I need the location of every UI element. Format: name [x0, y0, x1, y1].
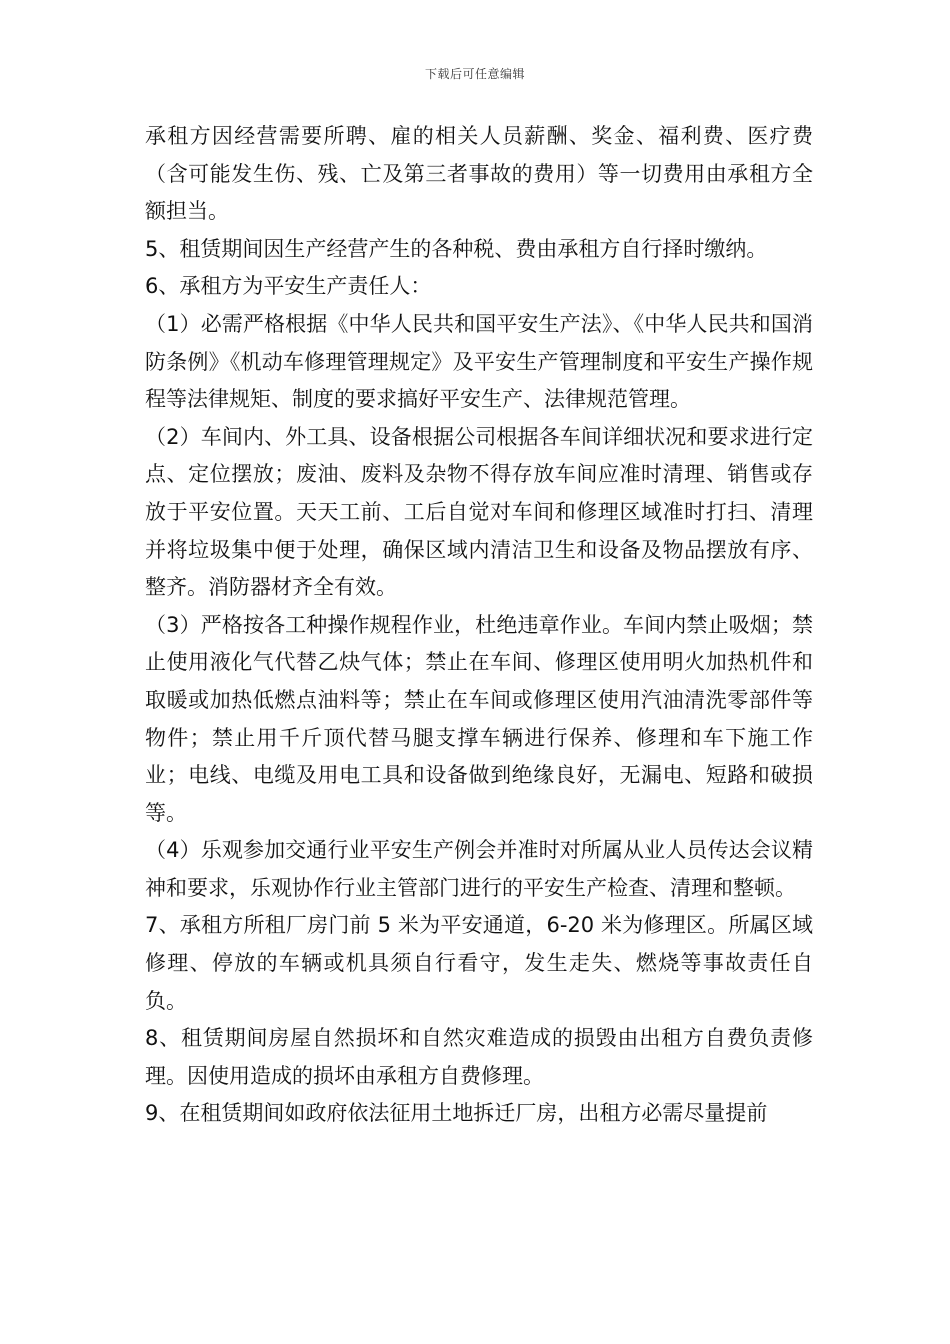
paragraph-sub-1: （1）必需严格根据《中华人民共和国平安生产法》、《中华人民共和国消防条例》《机动车修理管理规定》及平安生产管理制度和平安生产操作规程等法律规矩、制度的要求搞好平安生产、法律规范管理。: [145, 311, 813, 412]
document-body: [145, 118, 813, 1133]
header-note: 下载后可任意编辑: [424, 67, 525, 81]
paragraph-item-8: 8、租赁期间房屋自然损坏和自然灾难造成的损毁由出租方自费负责修理。因使用造成的损坏由承租方自费修理。: [145, 1026, 813, 1088]
paragraph-sub-3: （3）严格按各工种操作规程作业，杜绝违章作业。车间内禁止吸烟；禁止使用液化气代替乙炔气体；禁止在车间、修理区使用明火加热机件和取暖或加热低燃点油料等；禁止在车间或修理区使用汽油清洗零部件等物件；禁止用千斤顶代替马腿支撑车辆进行保养、修理和车下施工作业；电线、电缆及用电工具和设备做到绝缘良好，无漏电、短路和破损等。: [145, 612, 813, 825]
paragraph-sub-4: （4）乐观参加交通行业平安生产例会并准时对所属从业人员传达会议精神和要求，乐观协作行业主管部门进行的平安生产检查、清理和整顿。: [145, 838, 813, 900]
paragraph-continuation: 承租方因经营需要所聘、雇的相关人员薪酬、奖金、福利费、医疗费（含可能发生伤、残、亡及第三者事故的费用）等一切费用由承租方全额担当。: [145, 124, 813, 224]
paragraph-item-9: 9、在租赁期间如政府依法征用土地拆迁厂房，出租方必需尽量提前: [145, 1101, 768, 1126]
paragraph-item-6: 6、承租方为平安生产责任人：: [145, 274, 432, 299]
paragraph-item-5: 5、租赁期间因生产经营产生的各种税、费由承租方自行择时缴纳。: [145, 236, 768, 261]
paragraph-item-7: 7、承租方所租厂房门前 5 米为平安通道，6-20 米为修理区。所属区域修理、停放的车辆或机具须自行看守，发生走失、燃烧等事故责任自负。: [145, 913, 813, 1013]
paragraph-sub-2: （2）车间内、外工具、设备根据公司根据各车间详细状况和要求进行定点、定位摆放；废油、废料及杂物不得存放车间应准时清理、销售或存放于平安位置。天天工前、工后自觉对车间和修理区域准时打扫、清理并将垃圾集中便于处理，确保区域内清洁卫生和设备及物品摆放有序、整齐。消防器材齐全有效。: [145, 424, 813, 600]
